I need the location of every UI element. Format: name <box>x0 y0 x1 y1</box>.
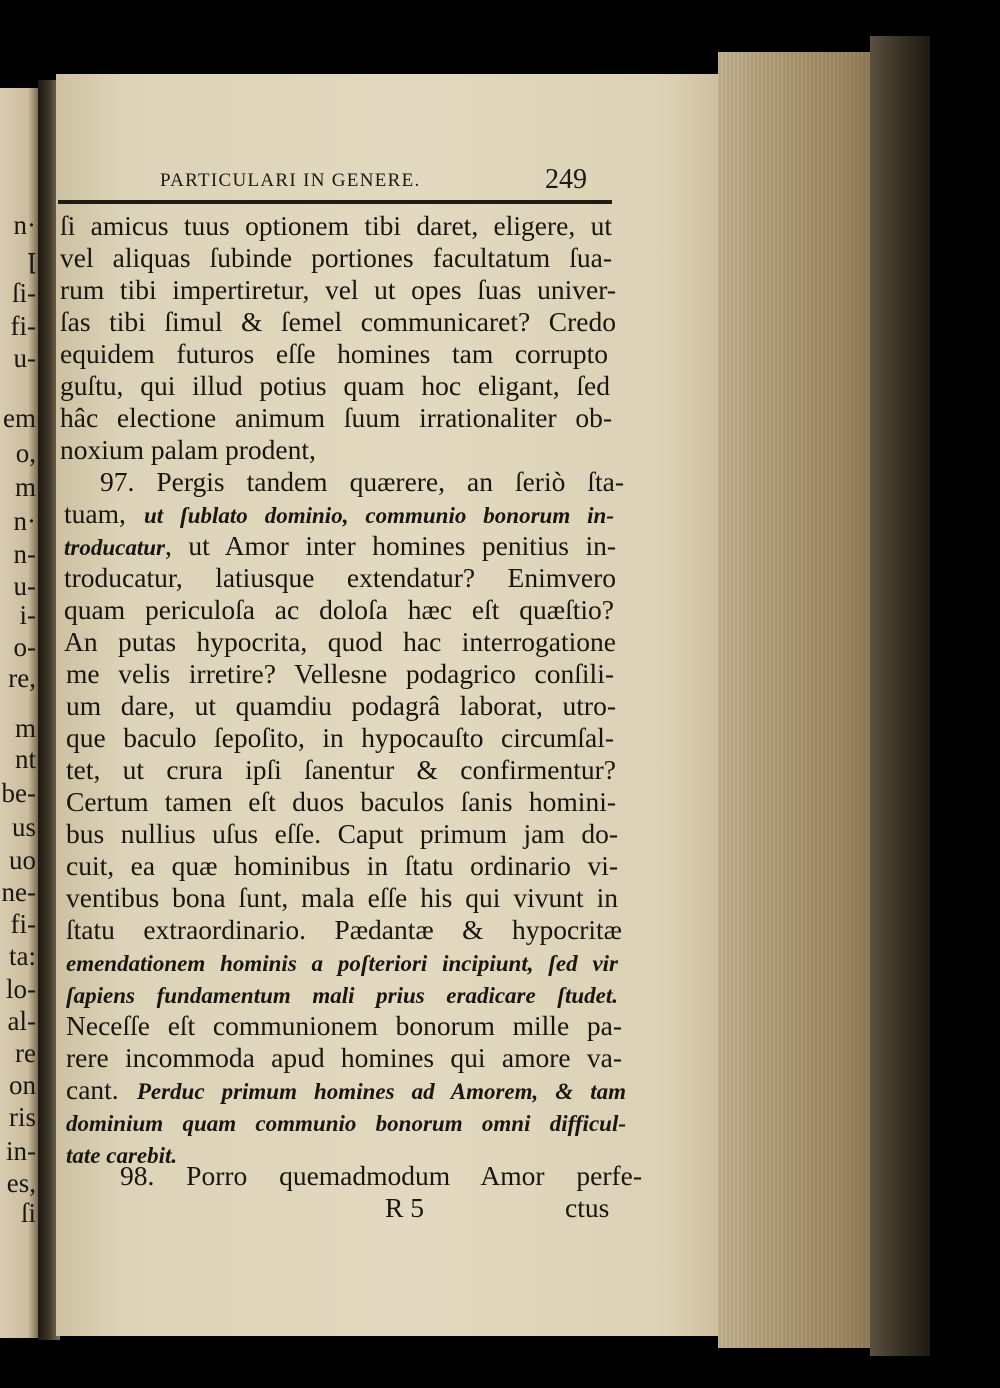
text-span: quam periculoſa ac doloſa hæc eſt quæſtio? <box>64 594 614 625</box>
left-page-fragment: i- <box>19 600 36 630</box>
text-span: , ut Amor inter homines penitius in- <box>164 530 616 561</box>
running-head: PARTICULARI IN GENERE. <box>160 170 421 191</box>
left-page-fragment: es, <box>6 1168 36 1198</box>
italic-span: emendationem hominis a poſteriori incipiunt, ſed vir <box>66 951 618 976</box>
text-line <box>66 1106 626 1140</box>
text-span: hâc electione animum ſuum irrationaliter ob- <box>60 402 612 433</box>
text-span: troducatur, latiusque extendatur? Enimvero <box>64 562 616 593</box>
left-page-fragment: m <box>14 713 36 743</box>
text-span: um dare, ut quamdiu podagrâ laborat, utro- <box>66 690 616 721</box>
text-line <box>64 626 616 658</box>
text-line <box>66 1042 622 1074</box>
text-line <box>66 754 616 786</box>
left-page-fragment: on <box>9 1070 36 1100</box>
text-span: ſtatu extraordinario. Pædantæ & hypocritæ <box>66 914 622 945</box>
text-span: Certum tamen eſt duos baculos ſanis homini- <box>66 786 616 817</box>
text-span: equidem futuros eſſe homines tam corrupto <box>60 338 608 369</box>
text-span: 98. Porro quemadmodum Amor perfe- <box>120 1160 642 1191</box>
left-page-fragment: in- <box>6 1136 36 1166</box>
text-span: R 5 <box>385 1192 424 1223</box>
page-edges <box>718 52 890 1348</box>
left-page-fragment: ſi- <box>12 278 36 308</box>
left-page-fragment: re, <box>8 663 36 693</box>
italic-span: dominium quam communio bonorum omni difficul- <box>66 1111 626 1136</box>
text-line <box>60 434 316 466</box>
text-span: vel aliquas ſubinde portiones facultatum ſua- <box>60 242 612 273</box>
italic-span: ſapiens fundamentum mali prius eradicare ſtudet. <box>66 983 618 1008</box>
left-page-fragment: nt <box>14 744 36 774</box>
text-line <box>120 1160 642 1192</box>
text-line <box>64 530 616 564</box>
left-page-fragment: uo <box>9 845 36 875</box>
left-page-fragment: ne- <box>1 877 36 907</box>
left-page-fragment: us <box>11 812 36 842</box>
left-page-fragment: n- <box>13 539 36 569</box>
text-span: ventibus bona ſunt, mala eſſe his qui vivunt in <box>66 882 618 913</box>
text-span: me velis irretire? Vellesne podagrico conſili- <box>66 658 614 689</box>
left-facing-page <box>0 88 40 1338</box>
text-line <box>60 274 616 306</box>
left-page-fragment: ta: <box>9 941 36 971</box>
left-page-fragment: u- <box>13 343 36 373</box>
text-line <box>66 882 618 914</box>
text-span: Neceſſe eſt communionem bonorum mille pa- <box>66 1010 622 1041</box>
left-page-fragment: o- <box>13 632 36 662</box>
text-span: cuit, ea quæ hominibus in ſtatu ordinario vi- <box>66 850 618 881</box>
text-line <box>64 594 614 626</box>
left-page-fragment: al- <box>7 1006 36 1036</box>
text-line <box>100 466 624 498</box>
text-line <box>66 1074 626 1108</box>
text-span: guſtu, qui illud potius quam hoc eligant, ſed <box>60 370 610 401</box>
italic-span: ut ſublato dominio, communio bonorum in- <box>143 503 614 528</box>
left-page-fragment: fi- <box>10 909 36 939</box>
text-line <box>66 658 614 690</box>
left-page-fragment: u- <box>13 571 36 601</box>
left-page-fragment: fi- <box>10 311 36 341</box>
left-page-fragment: ꞁ <box>27 243 36 273</box>
text-line <box>66 690 616 722</box>
left-page-fragment: ſi <box>20 1198 36 1228</box>
text-line <box>64 498 614 532</box>
text-line <box>66 946 618 980</box>
text-span: ctus <box>565 1192 610 1223</box>
text-line <box>60 242 612 274</box>
left-page-fragment: re <box>15 1038 36 1068</box>
left-page-fragment: be- <box>1 778 36 808</box>
text-line <box>66 722 614 754</box>
left-page-fragment: ris <box>9 1102 36 1132</box>
text-line <box>66 786 616 818</box>
text-line <box>66 1010 622 1042</box>
page-number: 249 <box>545 164 587 195</box>
text-line <box>60 306 616 338</box>
left-page-fragment: m <box>14 472 36 502</box>
text-line <box>66 914 622 946</box>
text-span: An putas hypocrita, quod hac interrogatione <box>64 626 616 657</box>
text-line <box>64 562 616 594</box>
text-span: tet, ut crura ipſi ſanentur & confirmentur? <box>66 754 616 785</box>
text-line <box>66 978 618 1012</box>
italic-span: Perduc primum homines ad Amorem, & tam <box>136 1079 626 1104</box>
text-span: cant. <box>66 1074 137 1105</box>
text-line <box>60 402 612 434</box>
italic-span: troducatur <box>64 535 165 560</box>
text-span: bus nullius uſus eſſe. Caput primum jam do- <box>66 818 618 849</box>
text-span: ſi amicus tuus optionem tibi daret, eligere, ut <box>60 210 612 241</box>
left-page-fragment: n· <box>13 506 36 536</box>
left-page-fragment: lo- <box>6 974 36 1004</box>
left-page-fragment: o, <box>15 438 36 468</box>
text-span: rere incommoda apud homines qui amore va- <box>66 1042 622 1073</box>
text-span: tuam, <box>64 498 144 529</box>
text-span: ſas tibi ſimul & ſemel communicaret? Credo <box>60 306 616 337</box>
text-line <box>60 210 612 242</box>
text-line <box>60 370 610 402</box>
text-span: 97. Pergis tandem quærere, an ſeriò ſta- <box>100 466 624 497</box>
text-span: que baculo ſepoſito, in hypocauſto circumſal- <box>66 722 614 753</box>
text-line <box>66 818 618 850</box>
book-cover-edge <box>870 36 930 1356</box>
text-line <box>66 850 618 882</box>
text-span: noxium palam prodent, <box>60 434 316 465</box>
text-span: rum tibi impertiretur, vel ut opes ſuas univer- <box>60 274 616 305</box>
left-page-fragment: em <box>3 403 36 433</box>
header-rule <box>58 200 612 204</box>
left-page-fragment: n· <box>13 210 36 240</box>
text-line <box>60 338 608 370</box>
italic-span: tate carebit. <box>66 1143 178 1168</box>
page-header <box>160 164 600 198</box>
